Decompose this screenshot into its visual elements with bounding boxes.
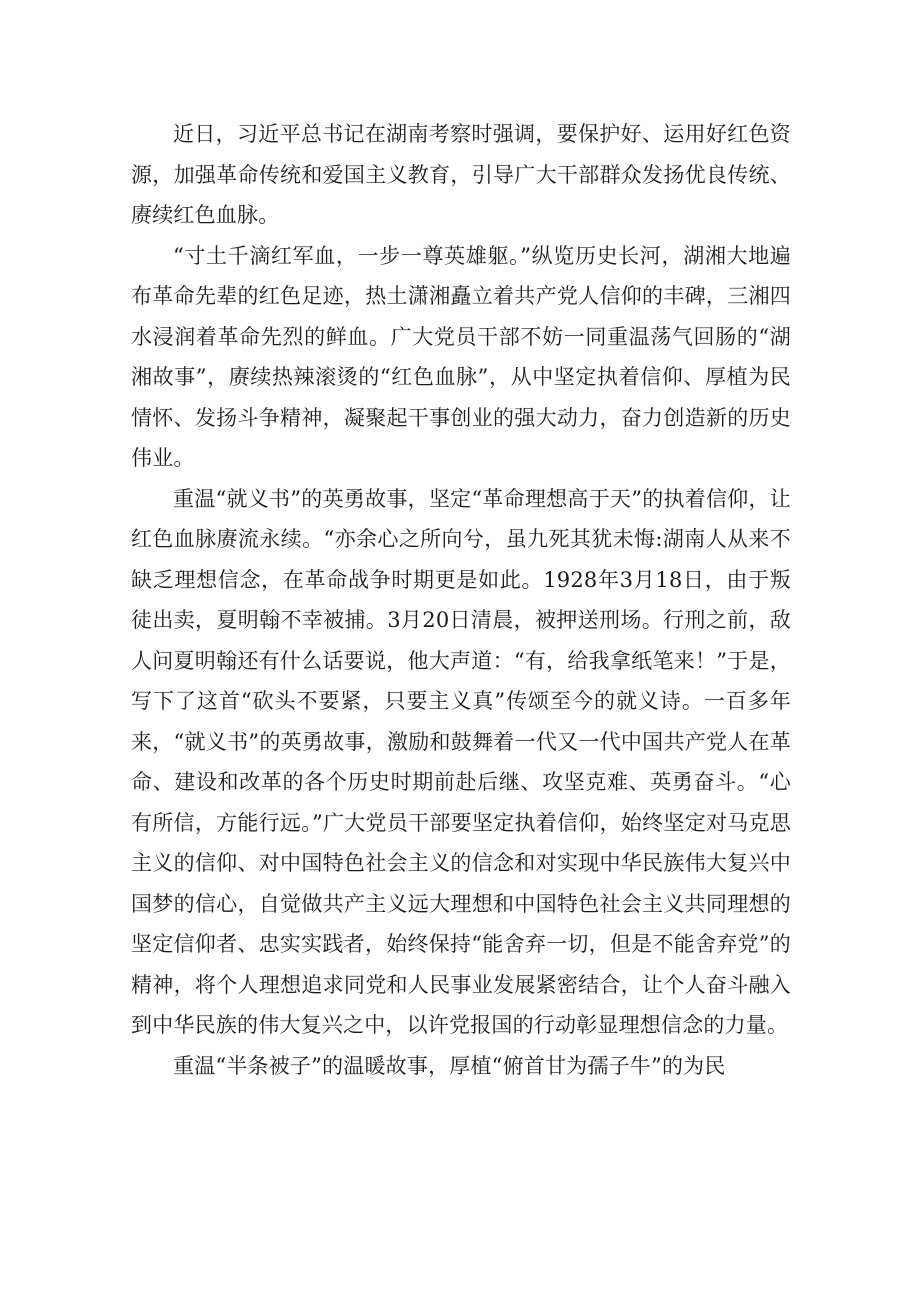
paragraph-half-quilt: 重温“半条被子”的温暖故事，厚植“俯首甘为孺子牛”的为民 [173,1053,726,1078]
paragraph-intro: 近日，习近平总书记在湖南考察时强调，要保护好、运用好红色资源，加强革命传统和爱国主义教育，引导广大干部群众发扬优良传统、赓续红色血脉。 [131,122,791,227]
paragraph-overview: “寸土千滴红军血，一步一尊英雄躯。”纵览历史长河，湖湘大地遍布革命先辈的红色足迹，热土潇湘矗立着共产党人信仰的丰碑，三湘四水浸润着革命先烈的鲜血。广大党员干部不妨一同重温荡气回肠的“湖湘故事”，赓续热辣滚烫的“红色血脉”，从中坚定执着信仰、厚植为民情怀、发扬斗争精神，凝聚起干事创业的强大动力，奋力创造新的历史伟业。 [131,243,791,470]
paragraph-martyr-poem: 重温“就义书”的英勇故事，坚定“革命理想高于天”的执着信仰，让红色血脉赓流永续。“亦余心之所向兮，虽九死其犹未悔:湖南人从来不缺乏理想信念，在革命战争时期更是如此。1928年3月18日，由于叛徒出卖，夏明翰不幸被捕。3月20日清晨，被押送刑场。行刑之前，敌人问夏明翰还有什么话要说，他大声道：“有，给我拿纸笔来！”于是，写下了这首“砍头不要紧，只要主义真”传颂至今的就义诗。一百多年来，“就义书”的英勇故事，激励和鼓舞着一代又一代中国共产党人在革命、建设和改革的各个历史时期前赴后继、攻坚克难、英勇奋斗。“心有所信，方能行远。”广大党员干部要坚定执着信仰，始终坚定对马克思主义的信仰、对中国特色社会主义的信念和对实现中华民族伟大复兴中国梦的信心，自觉做共产主义远大理想和中国特色社会主义共同理想的坚定信仰者、忠实实践者，始终保持“能舍弃一切，但是不能舍弃党”的精神，将个人理想追求同党和人民事业发展紧密结合，让个人奋斗融入到中华民族的伟大复兴之中，以许党报国的行动彰显理想信念的力量。 [131,486,791,1037]
article-body [131,114,791,1086]
